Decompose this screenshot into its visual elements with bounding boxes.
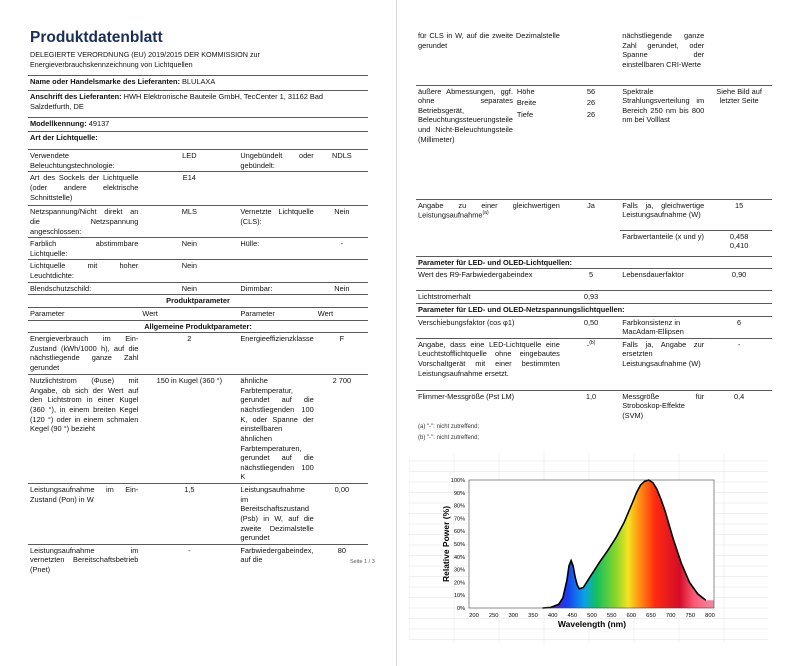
- address-label: Anschrift des Lieferanten:: [30, 92, 122, 101]
- model-number: 49137: [88, 119, 110, 128]
- footnote-marker: (b): [589, 339, 596, 346]
- cell-label: ähnliche Farbtemperatur, gerundet auf die nächstliegenden 100 K, oder Spanne der einstellbaren ähnlichen Farbtemperaturen, gerundet auf die nächstliegenden 100 K: [238, 375, 315, 484]
- column-header-value: Wert: [140, 307, 238, 320]
- x-tick-label: 450: [567, 613, 578, 619]
- x-tick-label: 400: [547, 613, 558, 619]
- dimension-name: Höhe: [515, 85, 562, 97]
- cell-value: Nein: [316, 206, 368, 238]
- cell-label: Farbwiedergabeindex, auf die: [238, 544, 315, 575]
- params-title: Produktparameter: [28, 295, 368, 308]
- y-tick-label: 30%: [453, 567, 465, 574]
- equiv-label: Angabe zu einer gleichwertigen Leistungsaufnahme: [418, 200, 560, 220]
- replace-value: -: [586, 340, 590, 350]
- x-tick-label: 500: [587, 613, 597, 619]
- dimension-name: Breite: [516, 98, 537, 108]
- cell-label: Ungebündelt oder gebündelt:: [238, 150, 315, 172]
- cell-label: [238, 260, 315, 282]
- cell-label: Leistungsaufnahme im Bereitschaftszustand (Psb) in W, auf die zweite Dezimalstelle gerundet: [238, 484, 315, 545]
- table-row: [416, 291, 772, 304]
- flicker-label: Flimmer-Messgröße (Pst LM): [416, 390, 562, 422]
- replace-power-label: Falls ja, Angabe zur ersetzten Leistungsaufnahme (W): [620, 338, 706, 390]
- datasheet-table-left: [28, 75, 368, 576]
- x-tick-label: 550: [606, 613, 617, 619]
- macadam-value: 6: [706, 316, 772, 338]
- cell-label: Energieeffizienzklasse: [238, 333, 315, 375]
- cell-label: Dimmbar:: [238, 282, 315, 295]
- cell-value: -: [316, 238, 368, 260]
- cell-label: Leistungsaufnahme im Ein-Zustand (Pon) in W: [28, 484, 140, 545]
- lumen-maint-value: 0,93: [562, 291, 620, 304]
- empty-cell: [620, 291, 706, 304]
- empty-cell: [706, 291, 772, 304]
- cell-value: 2 700: [316, 375, 368, 484]
- dimensions-label: äußere Abmessungen, ggf. ohne separates Betriebsgerät, Beleuchtungssteuerungsteile und Nicht-Beleuchtungsteile (Millimeter): [416, 85, 515, 199]
- x-tick-label: 600: [626, 613, 637, 619]
- cell-label: Blendschutzschild:: [28, 282, 140, 295]
- y-tick-label: 100%: [450, 478, 465, 484]
- column-header-parameter: Parameter: [28, 307, 140, 320]
- table-row: [416, 390, 772, 422]
- cell-label: Netzspannung/Nicht direkt an die Netzspannung angeschlossen:: [28, 206, 140, 238]
- cell-value: LED: [140, 150, 238, 172]
- table-row: [416, 269, 772, 291]
- general-title-row: [28, 320, 368, 333]
- column-header-value: Wert: [316, 307, 368, 320]
- x-axis-label: Wavelength (nm): [557, 619, 627, 629]
- cell-value: 80: [316, 544, 368, 575]
- y-axis-ticks: [451, 478, 465, 612]
- equiv-power-value: 15: [706, 199, 772, 230]
- datasheet-table-right: [416, 30, 772, 422]
- cell-label: Lichtquelle mit hoher Leuchtdichte:: [28, 260, 140, 282]
- table-row: [28, 260, 368, 282]
- lifetime-label: Lebensdauerfaktor: [620, 269, 706, 291]
- cell-value: NDLS: [316, 150, 368, 172]
- spectral-label: Spektrale Strahlungsverteilung im Bereich 250 nm bis 800 nm bei Volllast: [620, 85, 706, 199]
- replace-power-value: -: [706, 338, 772, 390]
- equiv-value: Ja: [562, 199, 620, 230]
- cell-value: -: [140, 544, 238, 575]
- cell-label: für CLS in W, auf die zweite Dezimalstelle gerundet: [418, 31, 560, 50]
- x-tick-label: 750: [685, 613, 696, 619]
- cell-label: Leistungsaufnahme im vernetzten Bereitschaftsbetrieb (Pnet): [30, 545, 139, 574]
- table-row: [28, 238, 368, 260]
- cell-label: Nutzlichtstrom (Φuse) mit Angabe, ob sich der Wert auf den Lichtstrom in einer Kugel (360 °), in einem breiten Kegel (120 °) oder in einem schmalen Kegel (90 °) bezieht: [28, 375, 140, 484]
- cell-value: Nein: [140, 238, 238, 260]
- cell-label: Hülle:: [238, 238, 315, 260]
- x-tick-label: 200: [469, 613, 479, 619]
- x-tick-label: 250: [488, 613, 499, 619]
- x-tick-label: 650: [646, 613, 656, 619]
- column-header-parameter: Parameter: [238, 307, 315, 320]
- model-row: [28, 118, 368, 132]
- y-tick-label: 40%: [453, 554, 465, 561]
- table-row: [416, 338, 772, 390]
- general-params-title: Allgemeine Produktparameter:: [28, 320, 368, 333]
- empty-cell: [562, 230, 620, 256]
- y-tick-label: 90%: [453, 490, 465, 497]
- shift-value: 0,50: [562, 316, 620, 338]
- r9-label: Wert des R9-Farbwiedergabeindex: [416, 269, 562, 291]
- footnote-b: (b) "-": nicht zutreffend;: [418, 435, 480, 442]
- address-row: [28, 91, 368, 118]
- cell-value: Nein: [140, 282, 238, 295]
- table-row: [416, 30, 772, 85]
- page-title: Produktdatenblatt: [30, 29, 163, 46]
- y-tick-label: 60%: [453, 529, 465, 536]
- stroboscopic-label: Messgröße für Stroboskop-Effekte (SVM): [620, 390, 706, 422]
- supplier-name-label: Name oder Handelsmarke des Lieferanten:: [30, 77, 180, 86]
- cell-label: Farblich abstimmbare Lichtquelle:: [28, 238, 140, 260]
- y-tick-label: 70%: [453, 516, 465, 523]
- regulation-subtitle: DELEGIERTE VERORDNUNG (EU) 2019/2015 DER KOMMISSION zur Energieverbrauchskennzeichnung von Lichtquellen: [30, 50, 260, 69]
- spectrum-chart: [409, 453, 768, 643]
- shift-label: Verschiebungsfaktor (cos φ1): [416, 316, 562, 338]
- table-row: [28, 172, 368, 206]
- cell-value: F: [316, 333, 368, 375]
- params-title-row: [28, 295, 368, 308]
- section-title-row: [416, 303, 772, 316]
- x-tick-label: 350: [528, 613, 538, 619]
- lifetime-value: 0,90: [706, 269, 772, 291]
- table-row: [28, 150, 368, 172]
- params-header-row: [28, 307, 368, 320]
- light-type-row: [28, 132, 368, 150]
- x-tick-label: 800: [705, 613, 715, 619]
- cell-value: [706, 30, 772, 85]
- lumen-maint-label: Lichtstromerhalt: [416, 291, 562, 304]
- equiv-power-label: Falls ja, gleichwertige Leistungsaufnahme (W): [620, 199, 706, 230]
- cell-label: Energieverbrauch im Ein-Zustand (kWh/1000 h), auf die nächstliegende ganze Zahl gerundet: [28, 333, 140, 375]
- cell-value: 1,5: [140, 484, 238, 545]
- stroboscopic-value: 0,4: [706, 390, 772, 422]
- cell-value: [562, 30, 620, 85]
- table-row: [28, 375, 368, 484]
- cell-value: 0,00: [316, 484, 368, 545]
- dimension-name: Tiefe: [516, 110, 534, 120]
- chroma-label: Farbwertanteile (x und y): [620, 230, 706, 256]
- cell-label: nächstliegende ganze Zahl gerundet, oder Spanne der einstellbaren CRI-Werte: [622, 31, 705, 69]
- page-number: Seite 1 / 3: [350, 559, 375, 565]
- table-row: [28, 333, 368, 375]
- chroma-x: 0,458: [729, 231, 749, 241]
- table-row: [28, 206, 368, 238]
- footnotes: [418, 422, 479, 445]
- dimension-value: 26: [586, 98, 596, 108]
- empty-cell: [416, 230, 562, 256]
- y-tick-label: 20%: [453, 580, 465, 587]
- cell-value: 150 in Kugel (360 °): [140, 375, 238, 484]
- footnote-a: (a) "-": nicht zutreffend;: [418, 424, 480, 430]
- cell-value: MLS: [140, 206, 238, 238]
- table-row: [28, 544, 368, 575]
- x-tick-label: 300: [508, 613, 519, 619]
- section-title-row: [416, 256, 772, 269]
- table-row: [416, 199, 772, 230]
- table-row: [28, 484, 368, 545]
- y-tick-label: 80%: [453, 503, 465, 510]
- supplier-name: BLULAXA: [181, 77, 216, 86]
- y-tick-label: 10%: [453, 593, 465, 600]
- cell-label: Art des Sockels der Lichtquelle (oder andere elektrische Schnittstelle): [28, 172, 140, 206]
- dimension-value: 56: [562, 85, 620, 97]
- flicker-value: 1,0: [562, 390, 620, 422]
- y-axis-label: Relative Power (%): [441, 505, 451, 583]
- cell-value: E14: [140, 172, 238, 206]
- r9-value: 5: [562, 269, 620, 291]
- model-label: Modellkennung:: [30, 119, 87, 128]
- y-tick-label: 0%: [457, 606, 465, 612]
- mains-params-title: Parameter für LED- und OLED-Netzspannungslichtquellen:: [416, 303, 772, 316]
- replace-label: Angabe, dass eine LED-Lichtquelle eine Leuchtstofflichtquelle ohne eingebautes Vorschaltgerät mit einer bestimmten Leistungsaufnahme ersetzt.: [416, 338, 562, 390]
- spectrum-chart-svg: [409, 453, 768, 643]
- supplier-address: HWH Elektronische Bauteile GmbH, TecCenter 1, 31162 Bad Salzdetfurth, DE: [30, 92, 324, 111]
- table-row: [28, 282, 368, 295]
- footnote-marker: (a): [482, 210, 489, 217]
- macadam-label: Farbkonsistenz in MacAdam-Ellipsen: [620, 316, 706, 338]
- chroma-y: 0,410: [729, 241, 749, 251]
- supplier-row: [28, 76, 368, 91]
- cell-value: [316, 172, 368, 206]
- table-row: [416, 230, 772, 256]
- y-tick-label: 50%: [453, 542, 465, 548]
- cell-value: Nein: [316, 282, 368, 295]
- cell-label: Vernetzte Lichtquelle (CLS):: [238, 206, 315, 238]
- cell-value: [316, 260, 368, 282]
- cell-label: [238, 172, 315, 206]
- cell-label: Verwendete Beleuchtungstechnologie:: [28, 150, 140, 172]
- light-type-label: Art der Lichtquelle:: [28, 132, 368, 150]
- led-params-title: Parameter für LED- und OLED-Lichtquellen:: [416, 256, 772, 269]
- cell-value: 2: [140, 333, 238, 375]
- cell-value: Nein: [140, 260, 238, 282]
- dimension-value: 26: [586, 110, 596, 120]
- dimensions-row: [416, 85, 772, 97]
- spectral-value: Siehe Bild auf letzter Seite: [706, 85, 772, 199]
- table-row: [416, 316, 772, 338]
- x-tick-label: 700: [665, 613, 676, 619]
